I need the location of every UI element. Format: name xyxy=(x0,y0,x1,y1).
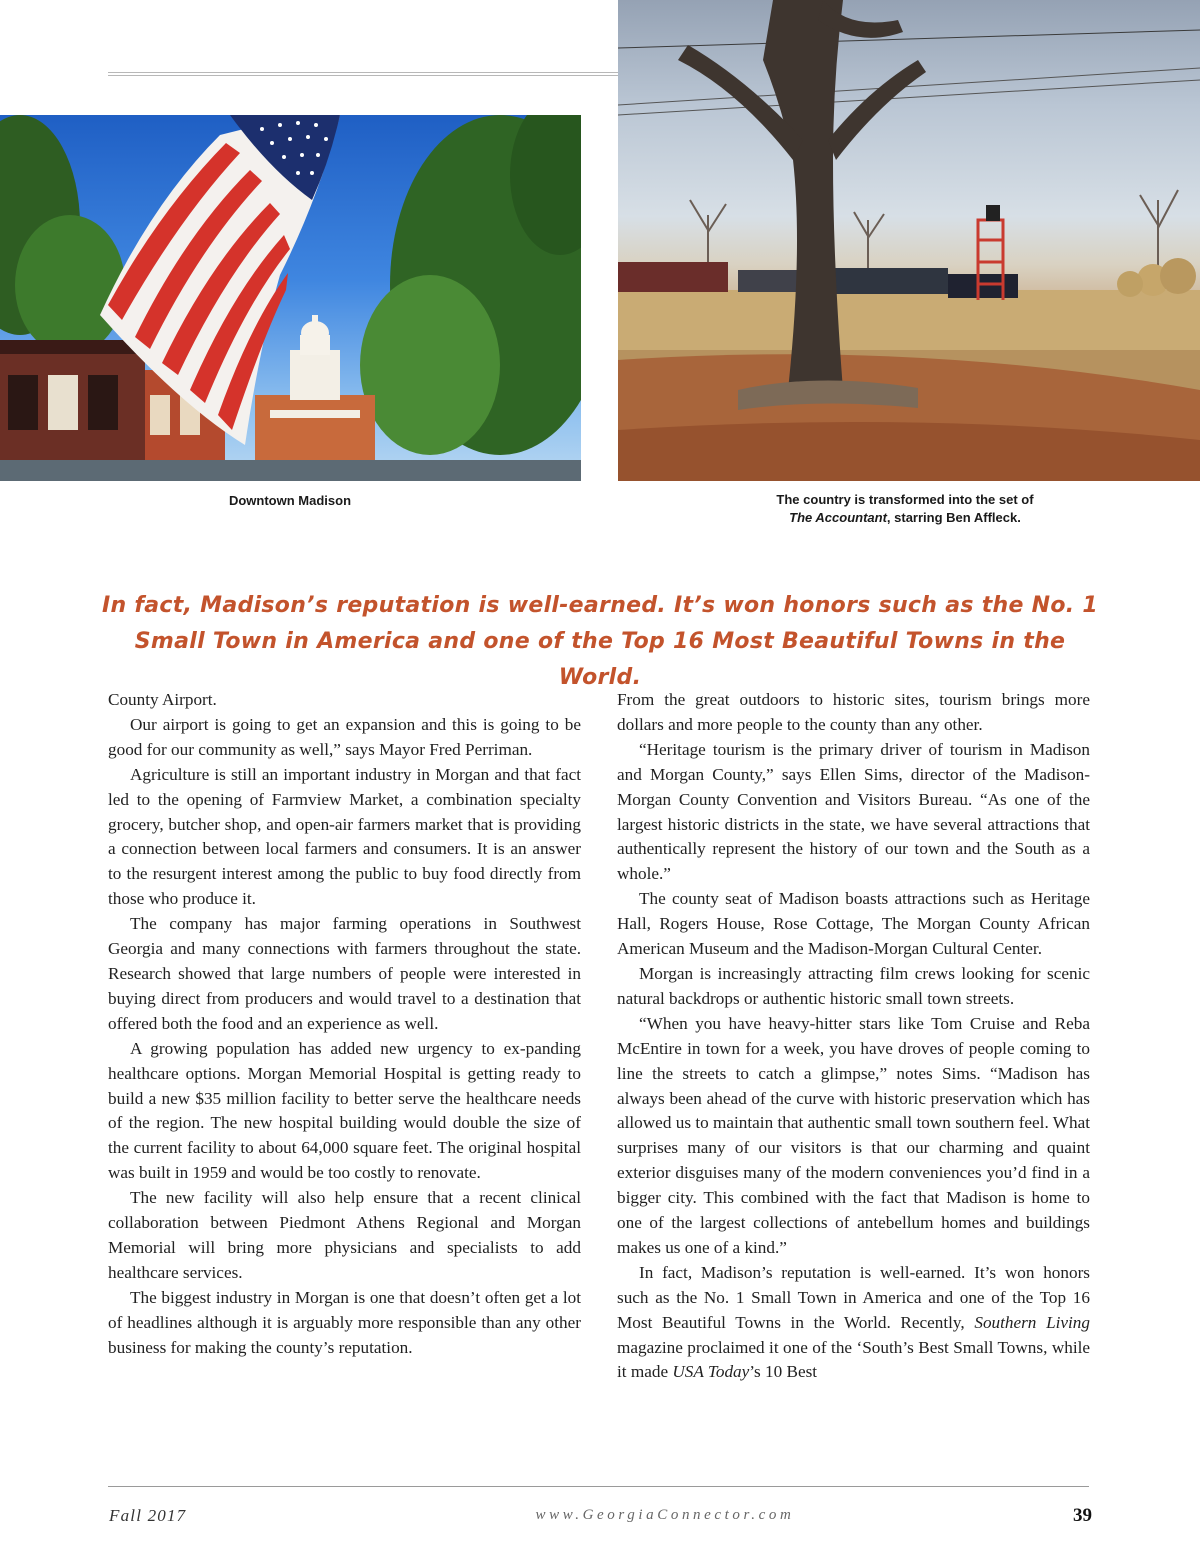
left-column xyxy=(108,688,581,1360)
paragraph: Agriculture is still an important industry in Morgan and that fact led to the opening of Farmview Market, a combination specialty grocery, butcher shop, and open-air farmers market that is providing a connection between local farmers and consumers. It is an answer to the resurgent interest among the public to buy food directly from those who produce it. xyxy=(108,764,581,909)
paragraph: County Airport. xyxy=(108,690,217,709)
paragraph: The county seat of Madison boasts attractions such as Heritage Hall, Rogers House, Rose Cottage, The Morgan County African American Museum and the Madison-Morgan Cultural Center. xyxy=(617,889,1090,959)
right-photo-caption xyxy=(720,491,1090,527)
paragraph: “Heritage tourism is the primary driver of tourism in Madison and Morgan County,” says Ellen Sims, director of the Madison-Morgan County Convention and Visitors Bureau. “As one of the largest historic districts in the state, we have several attractions that authentically represent the history of our town and the South as a whole.” xyxy=(617,739,1090,884)
top-rule xyxy=(108,72,618,76)
paragraph: From the great outdoors to historic sites, tourism brings more dollars and more people to the county than any other. xyxy=(617,690,1090,734)
text-run: magazine proclaimed it one of the ‘South’s Best Small Towns, while it made xyxy=(617,1337,1090,1382)
pull-quote: In fact, Madison’s reputation is well-earned. It’s won honors such as the No. 1 Small Town in America and one of the Top 16 Most Beautiful Towns in the World. xyxy=(101,593,1099,690)
paragraph: The biggest industry in Morgan is one that doesn’t often get a lot of headlines although it is arguably more responsible than any other business for making the county’s reputation. xyxy=(108,1287,581,1357)
text-run: In fact, Madison’s reputation is well-earned. It’s won honors such as the No. 1 Small Town in America and one of the Top 16 Most Beautiful Towns in the World. Recently, xyxy=(617,1262,1090,1332)
film-title: The Accountant xyxy=(789,510,887,525)
website-url: www.GeorgiaConnector.com xyxy=(535,1507,795,1523)
paragraph: A growing population has added new urgency to ex-panding healthcare options. Morgan Memorial Hospital is getting ready to build a new $35 million facility to better serve the healthcare needs of the region. The new hospital building would double the size of the current facility to about 64,000 square feet. The original hospital was built in 1959 and would be too costly to renovate. xyxy=(108,1038,581,1183)
issue-date: Fall 2017 xyxy=(109,1506,187,1525)
paragraph: Morgan is increasingly attracting film crews looking for scenic natural backdrops or authentic historic small town streets. xyxy=(617,963,1090,1008)
downtown-madison-photo xyxy=(0,115,581,481)
publication-name: USA Today xyxy=(672,1362,750,1382)
paragraph: The new facility will also help ensure that a recent clinical collaboration between Piedmont Athens Regional and Morgan Memorial will bring more physicians and specialists to add healthcare services. xyxy=(108,1188,581,1282)
text-run: ’s 10 Best xyxy=(749,1362,818,1382)
film-set-photo xyxy=(618,0,1200,481)
flag-and-courthouse-illustration xyxy=(0,115,581,481)
footer-rule xyxy=(108,1486,1089,1487)
left-photo-caption: Downtown Madison xyxy=(228,493,352,508)
paragraph: The company has major farming operations in Southwest Georgia and many connections with farmers throughout the state. Research showed that large numbers of people were interested in buying direct from producers and would travel to a destination that offered both the food and an experience as well. xyxy=(108,914,581,1033)
page-number: 39 xyxy=(1073,1505,1092,1526)
publication-name: Southern Living xyxy=(974,1312,1090,1332)
tree-field-illustration xyxy=(618,0,1200,481)
caption-line-2-rest: , starring Ben Affleck. xyxy=(886,510,1021,525)
paragraph: “When you have heavy-hitter stars like Tom Cruise and Reba McEntire in town for a week, you have droves of people coming to line the streets to catch a glimpse,” notes Sims. “Madison has always been ahead of the curve with historic preservation which has allowed us to maintain that authentic small town southern feel. What surprises many of our visitors is that our charming and quaint exterior disguises many of the modern conveniences you’d find in a bigger city. This combined with the fact that Madison is home to one of the largest collections of antebellum homes and buildings makes us one of a kind.” xyxy=(617,1013,1090,1257)
caption-line-1: The country is transformed into the set of xyxy=(776,492,1034,507)
paragraph-final xyxy=(617,1261,1090,1386)
paragraph: Our airport is going to get an expansion and this is going to be good for our community as well,” says Mayor Fred Perriman. xyxy=(108,714,581,759)
right-column xyxy=(617,688,1090,1385)
